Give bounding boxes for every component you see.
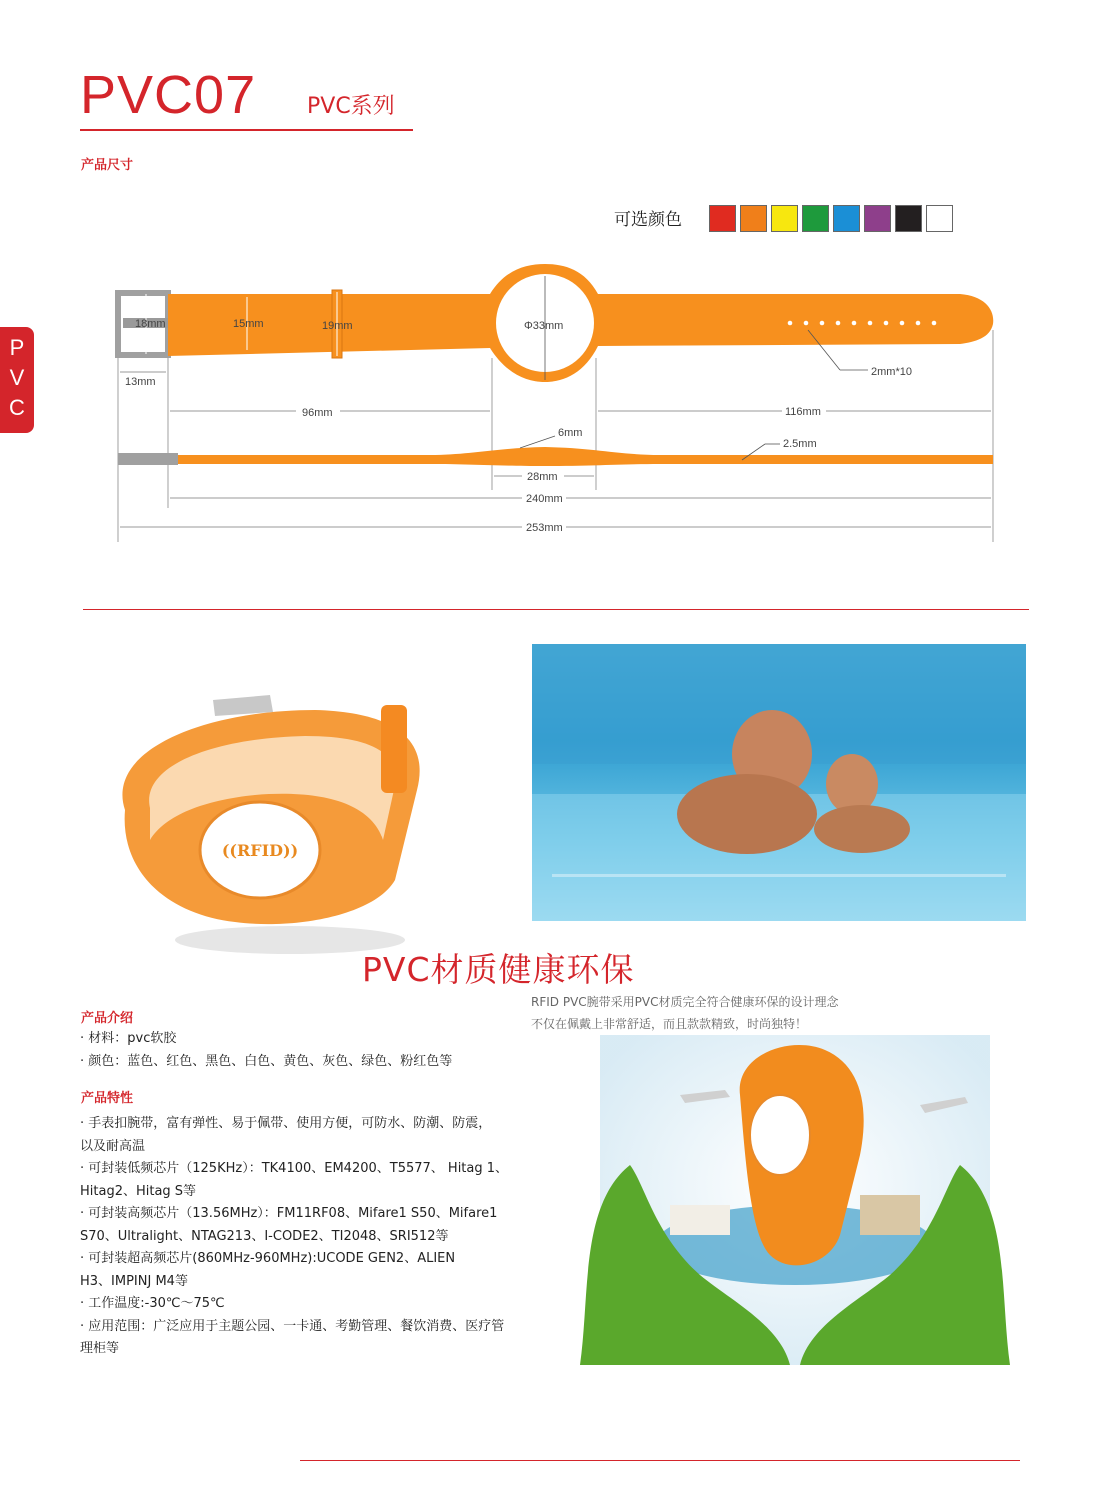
intro-list xyxy=(80,1028,452,1073)
dim-left-length: 96mm xyxy=(302,407,333,419)
underwater-swimmers-photo xyxy=(532,644,1026,921)
intro-heading: 产品介绍 xyxy=(81,1011,134,1026)
wristband-dimension-diagram xyxy=(0,250,1105,550)
feature-line: 理柜等 xyxy=(80,1341,120,1356)
color-swatch-green[interactable] xyxy=(802,205,829,232)
dim-holes: 2mm*10 xyxy=(871,366,912,378)
intro-material: · 材料：pvc软胶 xyxy=(80,1031,177,1046)
product-code-title: PVC07 xyxy=(80,65,257,125)
color-swatch-red[interactable] xyxy=(709,205,736,232)
dim-face-thickness: 6mm xyxy=(558,427,583,439)
feature-line: · 可封装超高频芯片(860MHz-960MHz):UCODE GEN2、ALIEN xyxy=(80,1251,456,1266)
dim-loop-width: 19mm xyxy=(322,320,353,332)
slogan-heading: PVC材质健康环保 xyxy=(362,950,635,989)
footer-line xyxy=(300,1460,1020,1461)
buckle-side-view xyxy=(118,453,178,465)
feature-line: · 应用范围：广泛应用于主题公园、一卡通、考勤管理、餐饮消费、医疗管 xyxy=(80,1318,505,1334)
side-tab-letter: C xyxy=(9,395,25,420)
color-swatch-purple[interactable] xyxy=(864,205,891,232)
dim-buckle-height: 18mm xyxy=(135,318,166,330)
description-line-1: RFID PVC腕带采用PVC材质完全符合健康环保的设计理念 xyxy=(531,995,839,1009)
color-swatch-black[interactable] xyxy=(895,205,922,232)
section-divider xyxy=(83,609,1029,610)
rfid-badge-text: ((RFID)) xyxy=(221,841,299,860)
feature-line: · 手表扣腕带，富有弹性、易于佩带、使用方便，可防水、防潮、防震， xyxy=(80,1116,492,1131)
color-swatch-yellow[interactable] xyxy=(771,205,798,232)
intro-color: · 颜色：蓝色、红色、黑色、白色、黄色、灰色、绿色、粉红色等 xyxy=(80,1053,453,1069)
dim-strap-width: 15mm xyxy=(233,318,264,330)
product-series-subtitle: PVC系列 xyxy=(307,94,395,119)
feature-line: S70、Ultralight、NTAG213、I-CODE2、TI2048、SRI512等 xyxy=(80,1228,449,1244)
side-tab-letter: P xyxy=(9,335,25,360)
wristband-product-image xyxy=(95,690,440,970)
dim-strap-thickness: 2.5mm xyxy=(783,438,817,450)
feature-line: 以及耐高温 xyxy=(80,1138,146,1154)
dim-face-diameter: Φ33mm xyxy=(524,320,564,332)
feature-line: · 可封装低频芯片（125KHz）：TK4100、EM4200、T5577、 Hitag 1、 xyxy=(80,1161,509,1176)
feature-line: H3、IMPINJ M4等 xyxy=(80,1273,188,1289)
features-heading: 产品特性 xyxy=(81,1091,134,1106)
features-list xyxy=(80,1113,508,1361)
feature-line: · 可封装高频芯片（13.56MHz）：FM11RF08、Mifare1 S50、Mifare1 xyxy=(80,1206,498,1221)
color-options-label: 可选颜色 xyxy=(614,210,682,230)
feature-line: · 工作温度:-30℃～75℃ xyxy=(80,1296,225,1311)
color-swatches xyxy=(709,205,953,232)
title-underline xyxy=(80,129,413,131)
color-swatch-orange[interactable] xyxy=(740,205,767,232)
dim-total-length: 253mm xyxy=(526,522,563,534)
description-line-2: 不仅在佩戴上非常舒适，而且款款精致，时尚独特！ xyxy=(531,1017,808,1031)
color-swatch-white[interactable] xyxy=(926,205,953,232)
color-swatch-blue[interactable] xyxy=(833,205,860,232)
dim-right-length: 116mm xyxy=(785,406,821,418)
strap-side-view xyxy=(178,447,993,466)
feature-line: Hitag2、Hitag S等 xyxy=(80,1183,197,1199)
side-tab-letter: V xyxy=(9,365,25,390)
dim-buckle-width: 13mm xyxy=(125,376,156,388)
size-section-label: 产品尺寸 xyxy=(81,158,134,173)
dim-face-width: 28mm xyxy=(527,471,558,483)
eco-hands-illustration xyxy=(560,1035,1030,1375)
dim-strap-length: 240mm xyxy=(526,493,563,505)
